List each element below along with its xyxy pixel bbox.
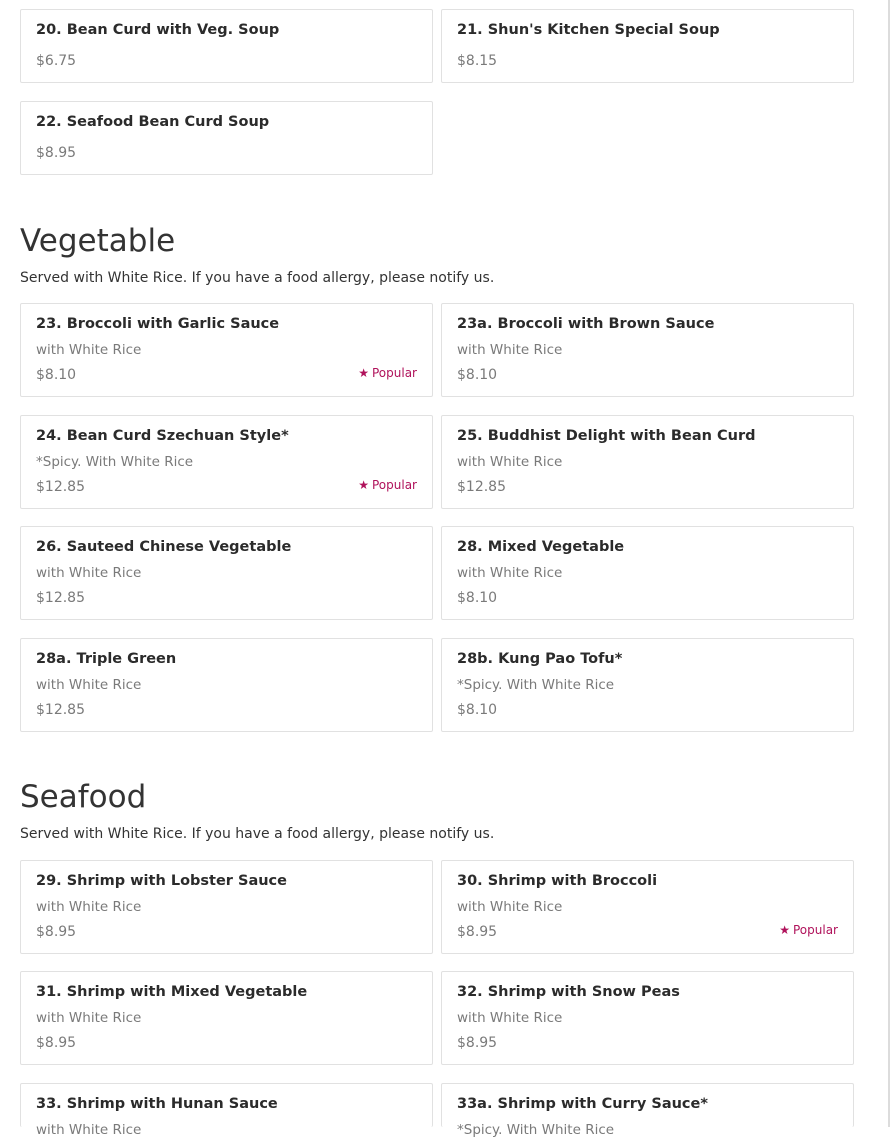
menu-item-price: $12.85 [36, 702, 85, 718]
menu-item-price: $8.10 [36, 367, 77, 383]
menu-item-price: $12.85 [36, 590, 85, 606]
menu-item-card[interactable] [441, 415, 854, 509]
star-icon: ★ [779, 923, 790, 937]
menu-item-name: 28a. Triple Green [36, 651, 177, 667]
menu-item-card[interactable] [441, 9, 854, 83]
menu-item-price: $12.85 [457, 479, 506, 495]
menu-item-name: 29. Shrimp with Lobster Sauce [36, 873, 287, 889]
menu-item-name: 30. Shrimp with Broccoli [457, 873, 658, 889]
menu-item-description: with White Rice [36, 565, 142, 581]
menu-item-description: with White Rice [36, 342, 142, 358]
menu-item-name: 32. Shrimp with Snow Peas [457, 984, 680, 1000]
menu-item-card[interactable] [441, 1083, 854, 1138]
menu-item-price: $8.10 [457, 367, 498, 383]
menu-item-description: with White Rice [36, 1010, 142, 1026]
menu-item-name: 23. Broccoli with Garlic Sauce [36, 316, 280, 332]
menu-item-card[interactable] [20, 860, 433, 954]
menu-item-price: $8.10 [457, 590, 498, 606]
menu-item-card[interactable] [441, 971, 854, 1065]
menu-item-name: 28. Mixed Vegetable [457, 539, 625, 555]
menu-item-name: 21. Shun's Kitchen Special Soup [457, 22, 720, 38]
menu-item-description: with White Rice [457, 454, 563, 470]
menu-item-name: 22. Seafood Bean Curd Soup [36, 114, 270, 130]
menu-item-card[interactable] [20, 101, 433, 175]
popular-badge: ★ Popular [358, 478, 417, 492]
menu-item-price: $8.10 [457, 702, 498, 718]
menu-item-price: $8.95 [36, 1035, 77, 1051]
menu-item-card[interactable] [20, 9, 433, 83]
menu-item-description: with White Rice [457, 342, 563, 358]
menu-item-description: *Spicy. With White Rice [36, 454, 194, 470]
menu-item-card[interactable] [441, 303, 854, 397]
menu-item-name: 25. Buddhist Delight with Bean Curd [457, 428, 756, 444]
menu-item-price: $8.95 [457, 924, 498, 940]
section-title-vegetable: Vegetable [20, 223, 176, 259]
menu-item-description: with White Rice [457, 1010, 563, 1026]
menu-item-name: 33a. Shrimp with Curry Sauce* [457, 1096, 708, 1112]
menu-item-price: $12.85 [36, 479, 85, 495]
menu-item-card[interactable] [441, 638, 854, 732]
menu-item-name: 33. Shrimp with Hunan Sauce [36, 1096, 278, 1112]
menu-item-description: with White Rice [36, 677, 142, 693]
popular-badge: ★ Popular [779, 923, 838, 937]
menu-item-name: 31. Shrimp with Mixed Vegetable [36, 984, 308, 1000]
menu-item-description: with White Rice [36, 1122, 142, 1138]
section-title-seafood: Seafood [20, 779, 147, 815]
menu-item-price: $8.15 [457, 53, 498, 69]
star-icon: ★ [358, 478, 369, 492]
menu-item-price: $8.95 [457, 1035, 498, 1051]
menu-item-card[interactable] [20, 303, 433, 397]
menu-item-card[interactable] [441, 860, 854, 954]
menu-item-price: $8.95 [36, 924, 77, 940]
section-note-vegetable: Served with White Rice. If you have a food allergy, please notify us. [20, 270, 495, 286]
menu-item-description: with White Rice [36, 899, 142, 915]
menu-item-name: 20. Bean Curd with Veg. Soup [36, 22, 280, 38]
menu-item-description: *Spicy. With White Rice [457, 677, 615, 693]
menu-item-card[interactable] [20, 526, 433, 620]
menu-item-description: *Spicy. With White Rice [457, 1122, 615, 1138]
menu-item-name: 24. Bean Curd Szechuan Style* [36, 428, 289, 444]
menu-item-description: with White Rice [457, 899, 563, 915]
star-icon: ★ [358, 366, 369, 380]
menu-item-name: 28b. Kung Pao Tofu* [457, 651, 623, 667]
menu-item-name: 26. Sauteed Chinese Vegetable [36, 539, 292, 555]
menu-item-description: with White Rice [457, 565, 563, 581]
menu-item-price: $6.75 [36, 53, 77, 69]
menu-item-card[interactable] [20, 1083, 433, 1138]
section-note-seafood: Served with White Rice. If you have a food allergy, please notify us. [20, 826, 495, 842]
menu-item-card[interactable] [20, 415, 433, 509]
menu-item-card[interactable] [441, 526, 854, 620]
menu-item-card[interactable] [20, 971, 433, 1065]
popular-badge: ★ Popular [358, 366, 417, 380]
menu-item-name: 23a. Broccoli with Brown Sauce [457, 316, 715, 332]
menu-item-price: $8.95 [36, 145, 77, 161]
menu-item-card[interactable] [20, 638, 433, 732]
